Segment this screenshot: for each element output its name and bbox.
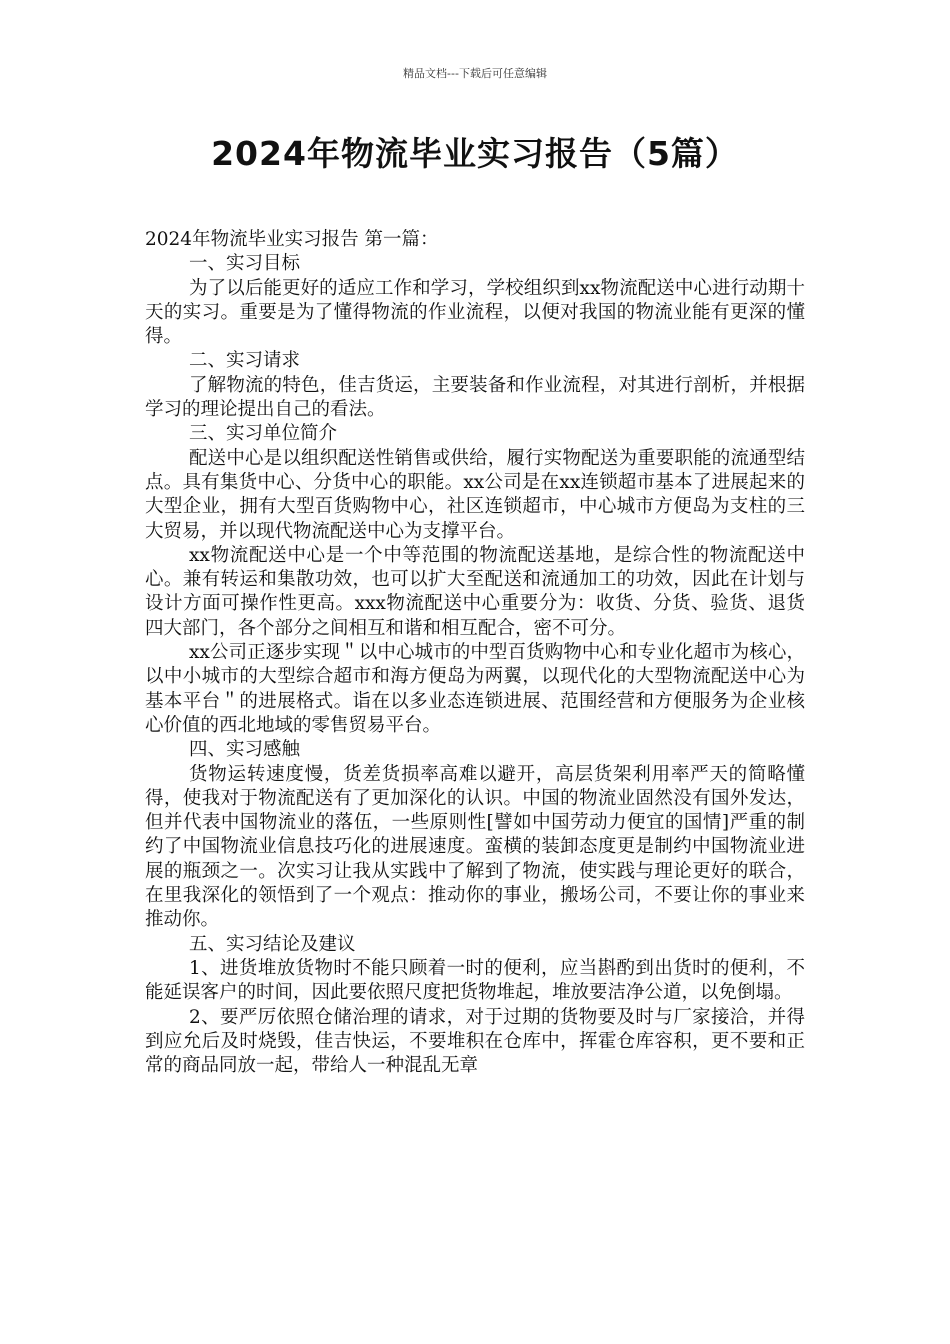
paragraph: 为了以后能更好的适应工作和学习，学校组织到xx物流配送中心进行动期十天的实习。重要是为了懂得物流的作业流程，以便对我国的物流业能有更深的懂得。 [145, 277, 805, 348]
paragraph: xx物流配送中心是一个中等范围的物流配送基地，是综合性的物流配送中心。兼有转运和集散功效，也可以扩大至配送和流通加工的功效，因此在计划与设计方面可操作性更高。xxx物流配送中心重要分为：收货、分货、验货、退货四大部门，各个部分之间相互和谐和相互配合，密不可分。 [145, 544, 805, 639]
paragraph: 2、要严厉依照仓储治理的请求，对于过期的货物要及时与厂家接洽，并得到应允后及时烧毁，佳吉快运，不要堆积在仓库中，挥霍仓库容积，更不要和正常的商品同放一起，带给人一种混乱无章 [145, 1006, 805, 1077]
paragraph: 三、实习单位简介 [189, 423, 338, 445]
paragraph: 1、进货堆放货物时不能只顾着一时的便利，应当斟酌到出货时的便利，不能延误客户的时间，因此要依照尺度把货物堆起，堆放要洁净公道，以免倒塌。 [145, 957, 805, 1004]
paragraph: 四、实习感触 [189, 739, 301, 761]
paragraph: 货物运转速度慢，货差货损率高难以避开，高层货架利用率严天的简略懂得，使我对于物流配送有了更加深化的认识。中国的物流业固然没有国外发达，但并代表中国物流业的落伍，一些原则性[譬如中国劳动力便宜的国情]严重的制约了中国物流业信息技巧化的进展速度。蛮横的装卸态度更是制约中国物流业进展的瓶颈之一。次实习让我从实践中了解到了物流，使实践与理论更好的联合，在里我深化的领悟到了一个观点：推动你的事业，搬场公司，不要让你的事业来推动你。 [145, 763, 805, 931]
paragraph: 一、实习目标 [189, 253, 301, 275]
document-body [145, 228, 805, 1078]
paragraph: 二、实习请求 [189, 350, 301, 372]
paragraph: 2024年物流毕业实习报告 第一篇： [145, 229, 439, 250]
paragraph: 配送中心是以组织配送性销售或供给，履行实物配送为重要职能的流通型结点。具有集货中心、分货中心的职能。xx公司是在xx连锁超市基本了进展起来的大型企业，拥有大型百货购物中心，社区连锁超市，中心城市方便岛为支柱的三大贸易，并以现代物流配送中心为支撑平台。 [145, 447, 805, 542]
paragraph: 五、实习结论及建议 [189, 933, 356, 955]
paragraph: xx公司正逐步实现＂以中心城市的中型百货购物中心和专业化超市为核心，以中小城市的大型综合超市和海方便岛为两翼，以现代化的大型物流配送中心为基本平台＂的进展格式。诣在以多业态连锁进展、范围经营和方便服务为企业核心价值的西北地域的零售贸易平台。 [145, 642, 805, 736]
paragraph: 了解物流的特色，佳吉货运，主要装备和作业流程，对其进行剖析，并根据学习的理论提出自己的看法。 [145, 374, 805, 421]
document-title: 2024年物流毕业实习报告（5篇） [211, 134, 739, 173]
page-header: 精品文档---下载后可任意编辑 [403, 67, 547, 80]
